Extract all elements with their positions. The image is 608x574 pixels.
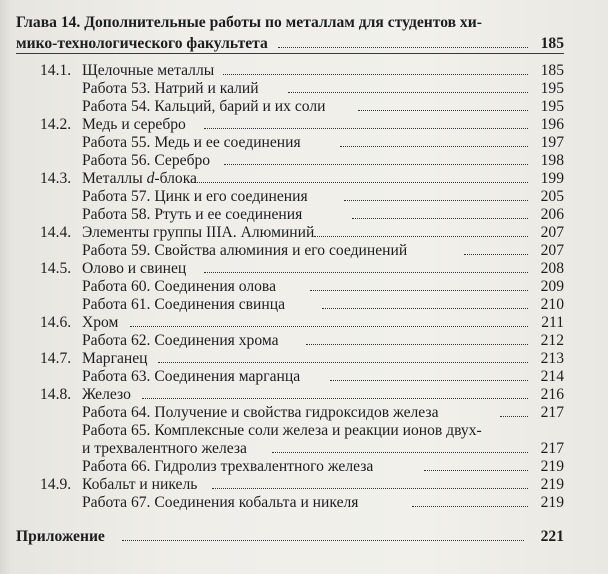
- entry-page-number: 219: [540, 476, 564, 493]
- section-number: 14.3.: [40, 170, 72, 187]
- entry-title: Работа 60. Соединения олова: [82, 278, 276, 295]
- leader-dots: [358, 110, 528, 111]
- leader-dots: [204, 272, 528, 273]
- leader-dots: [340, 146, 528, 147]
- entry-title: Работа 61. Соединения свинца: [82, 296, 285, 313]
- leader-dots: [424, 470, 528, 471]
- leader-dots: [142, 398, 528, 399]
- leader-dots: [500, 416, 528, 417]
- entry-title: Работа 55. Медь и ее соединения: [82, 134, 301, 151]
- entry-title-text: Металлы: [82, 170, 147, 187]
- entry-title: Работа 59. Свойства алюминия и его соединений: [82, 242, 408, 259]
- entry-title-text: -блока: [154, 170, 197, 187]
- leader-dots: [314, 236, 528, 237]
- leader-dots: [344, 200, 528, 201]
- entry-title: Работа 53. Натрий и калий: [82, 80, 259, 97]
- entry-page-number: 214: [540, 368, 564, 385]
- section-number: 14.6.: [40, 314, 72, 331]
- leader-dots: [212, 488, 528, 489]
- entry-title: Работа 65. Комплексные соли железа и реакции ионов двух-: [82, 422, 482, 439]
- entry-title: и трехвалентного железа: [82, 440, 247, 457]
- section-number: 14.1.: [40, 62, 72, 79]
- chapter-title-part-2: мико-технологического факультета: [16, 35, 268, 52]
- entry-page-number: 213: [540, 350, 564, 367]
- leader-dots: [158, 362, 528, 363]
- leader-dots: [288, 92, 528, 93]
- appendix-title: Приложение: [16, 528, 105, 545]
- entry-page-number: 208: [540, 260, 564, 277]
- entry-title: Работа 63. Соединения марганца: [82, 368, 301, 385]
- leader-dots: [310, 290, 528, 291]
- entry-title: Работа 57. Цинк и его соединения: [82, 188, 308, 205]
- entry-page-number: 219: [540, 494, 564, 511]
- entry-page-number: 195: [540, 80, 564, 97]
- entry-page-number: 216: [540, 386, 564, 403]
- entry-page-number: 217: [540, 440, 564, 457]
- entry-page-number: 211: [541, 314, 564, 331]
- entry-title: Работа 54. Кальций, барий и их соли: [82, 98, 326, 115]
- leader-dots: [412, 506, 528, 507]
- entry-page-number: 185: [540, 62, 564, 79]
- entry-title: [82, 170, 197, 188]
- entry-page-number: 207: [540, 242, 564, 259]
- page-edge-shadow: [0, 0, 12, 574]
- entry-page-number: 199: [540, 170, 564, 187]
- entry-title: Работа 56. Серебро: [82, 152, 211, 169]
- leader-dots: [322, 308, 528, 309]
- leader-dots: [194, 182, 528, 183]
- entry-title: Марганец: [82, 350, 148, 367]
- entry-title: Хром: [82, 314, 119, 331]
- entry-title: Работа 64. Получение и свойства гидроксидов железа: [82, 404, 439, 421]
- entry-page-number: 195: [540, 98, 564, 115]
- entry-page-number: 210: [540, 296, 564, 313]
- chapter-underline: [16, 53, 564, 54]
- entry-page-number: 196: [540, 116, 564, 133]
- leader-dots: [122, 540, 524, 541]
- section-number: 14.8.: [40, 386, 72, 403]
- leader-dots: [204, 128, 528, 129]
- chapter-page-number: 185: [540, 35, 564, 52]
- entry-title: Кобальт и никель: [82, 476, 198, 493]
- leader-dots: [464, 254, 528, 255]
- entry-page-number: 212: [540, 332, 564, 349]
- leader-dots: [306, 344, 528, 345]
- leader-dots: [224, 164, 528, 165]
- entry-page-number: 206: [540, 206, 564, 223]
- leader-dots: [352, 218, 528, 219]
- leader-dots: [130, 326, 528, 327]
- entry-title: Элементы группы IIIA. Алюминий: [82, 224, 315, 241]
- entry-title: Медь и серебро: [82, 116, 186, 133]
- entry-title: Работа 67. Соединения кобальта и никеля: [82, 494, 359, 511]
- section-number: 14.7.: [40, 350, 72, 367]
- leader-dots: [272, 452, 528, 453]
- entry-page-number: 198: [540, 152, 564, 169]
- entry-title: Олово и свинец: [82, 260, 187, 277]
- entry-title: Щелочные металлы: [82, 62, 215, 79]
- entry-title: Работа 58. Ртуть и ее соединения: [82, 206, 303, 223]
- section-number: 14.9.: [40, 476, 72, 493]
- entry-page-number: 197: [540, 134, 564, 151]
- section-number: 14.2.: [40, 116, 72, 133]
- entry-page-number: 209: [540, 278, 564, 295]
- entry-page-number: 219: [540, 458, 564, 475]
- leader-dots: [278, 47, 528, 48]
- entry-page-number: 217: [540, 404, 564, 421]
- entry-title: Работа 66. Гидролиз трехвалентного железа: [82, 458, 374, 475]
- section-number: 14.4.: [40, 224, 72, 241]
- chapter-title-part-1: Глава 14. Дополнительные работы по металлам для студентов хи-: [16, 14, 482, 31]
- appendix-page-number: 221: [540, 528, 564, 545]
- leader-dots: [223, 74, 528, 75]
- entry-title: Работа 62. Соединения хрома: [82, 332, 279, 349]
- leader-dots: [330, 380, 528, 381]
- entry-page-number: 205: [540, 188, 564, 205]
- entry-title-italic: d: [146, 170, 155, 187]
- entry-title: Железо: [82, 386, 131, 403]
- section-number: 14.5.: [40, 260, 72, 277]
- entry-page-number: 207: [540, 224, 564, 241]
